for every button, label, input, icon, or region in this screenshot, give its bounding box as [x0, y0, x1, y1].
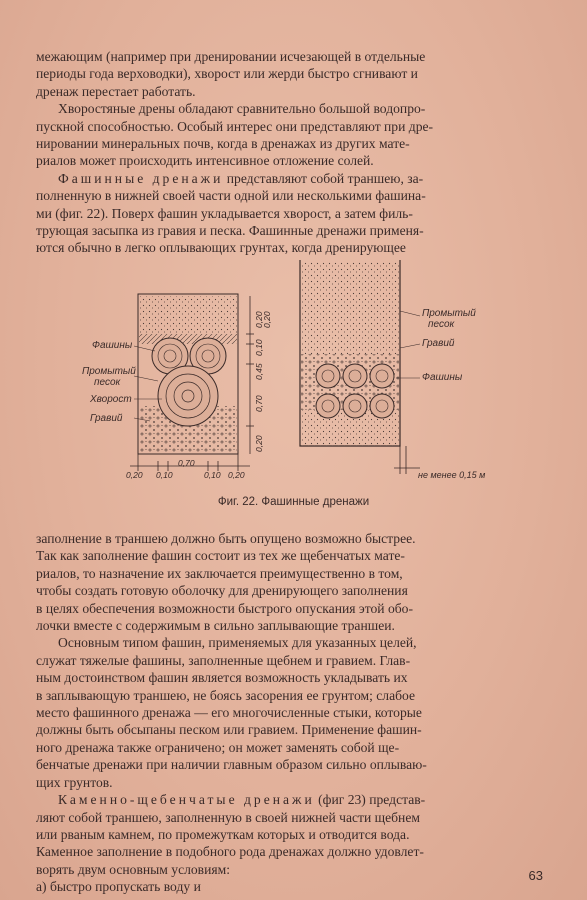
- text-line: риалов, то назначение их заключается преимущественно в том,: [36, 565, 403, 581]
- paragraph-2: [36, 100, 546, 170]
- text-line: или рваным камнем, по промежуткам которых и отводится вода.: [36, 826, 410, 842]
- text-line: щих грунтов.: [36, 774, 113, 790]
- dim-horizontal: 0,70: [178, 458, 195, 468]
- text-line: (фиг 23) представ-: [314, 792, 426, 808]
- dim-vertical: 0,10: [254, 339, 264, 356]
- dim-vertical: 0,20: [254, 435, 264, 452]
- text-line: служат тяжелые фашины, заполненные щебнем и гравием. Глав-: [36, 652, 411, 668]
- text-block-top: [36, 48, 546, 257]
- dim-horizontal: 0,10: [204, 470, 221, 480]
- paragraph-3: [36, 170, 546, 257]
- text-line: заполнение в траншею должно быть опущено возможно быстрее.: [36, 531, 416, 546]
- text-line: пускной способностью. Особый интерес они представляют при дре-: [36, 118, 434, 134]
- figure-caption: Фиг. 22. Фашинные дренажи: [217, 496, 370, 508]
- dim-horizontal: 0,20: [126, 470, 143, 480]
- text-line: ляют собой траншею, заполненную в своей нижней части щебнем: [36, 809, 420, 825]
- text-line: в заплывающую траншею, не боясь засорения ее грунтом; слабое: [36, 687, 416, 703]
- text-line: дренаж перестает работать.: [36, 83, 196, 99]
- label-fashiny-left: Фашины: [92, 340, 133, 351]
- text-line: Основным типом фашин, применяемых для указанных целей,: [58, 635, 417, 651]
- text-line: представляют собой траншею, за-: [223, 170, 424, 186]
- label-khvorost: Хворост: [90, 394, 132, 405]
- text-line: должны быть обсыпаны песком или гравием. Применение фашин-: [36, 722, 422, 738]
- label-graviy-right: Гравий: [422, 338, 455, 349]
- text-line: ми (фиг. 22). Поверх фашин укладывается хворост, а затем филь-: [36, 205, 413, 221]
- text-line: а) быстро пропускать воду и: [36, 879, 201, 895]
- text-line: ным достоинством фашин является возможность укладывать их: [36, 670, 408, 686]
- right-section-drawing: [300, 260, 420, 474]
- text-line: полненную в нижней своей части одной или несколькими фашина-: [36, 188, 426, 204]
- label-fashiny-right: Фашины: [422, 372, 463, 383]
- text-line: ного дренажа также ограничено; он может заменять собой ще-: [36, 739, 400, 755]
- paragraph-6: [36, 791, 546, 895]
- dim-vertical: 0,70: [254, 395, 264, 412]
- text-line: Хворостяные дрены обладают сравнительно большой водопро-: [58, 101, 426, 117]
- text-line: бенчатые дренажи при наличии главным образом сильно оплываю-: [36, 757, 427, 773]
- dim-horizontal: 0,20: [228, 470, 245, 480]
- text-line: Каменное заполнение в подобного рода дренажах должно удовлет-: [36, 844, 424, 860]
- text-line: межающим (например при дренировании исчезающей в отдельные: [36, 49, 426, 64]
- text-line: Так как заполнение фашин состоит из тех же щебенчатых мате-: [36, 548, 405, 564]
- label-promyty-left-2: песок: [94, 377, 121, 388]
- left-section-drawing: [130, 294, 254, 471]
- text-block-bottom: [36, 530, 546, 896]
- dim-vertical: 0,20: [254, 311, 264, 328]
- label-promyty-right-1: Промытый: [422, 308, 476, 319]
- text-line: чтобы создать готовую оболочку для дренирующего заполнения: [36, 583, 408, 599]
- label-min-width: не менее 0,15 м: [418, 470, 486, 480]
- label-promyty-left-1: Промытый: [82, 366, 136, 377]
- text-line: нировании минеральных почв, когда в дренажах из других мате-: [36, 136, 410, 152]
- text-line: место фашинного дренажа — его многочисленные стыки, которые: [36, 705, 422, 721]
- text-line: в целях обеспечения возможности быстрого опускания этой обо-: [36, 600, 414, 616]
- term-kamenno-shchebenchatye: Каменно-щебенчатые дренажи: [58, 792, 315, 808]
- dim-vertical: 0,20: [262, 311, 272, 328]
- text-line: лочки вместе с содержимым в сильно заплывающие траншеи.: [36, 618, 395, 634]
- paragraph-4: [36, 530, 546, 634]
- text-line: ворять двум основным условиям:: [36, 861, 231, 877]
- term-fashinnye-drenazhi: Фашинные дренажи: [58, 170, 224, 186]
- paragraph-5: [36, 634, 546, 791]
- text-line: риалов может происходить интенсивное отложение солей.: [36, 153, 374, 169]
- dim-horizontal: 0,10: [156, 470, 173, 480]
- dim-vertical: 0,45: [254, 363, 264, 380]
- label-promyty-right-2: песок: [428, 319, 455, 330]
- paragraph-1: [36, 48, 546, 100]
- label-graviy-left: Гравий: [90, 413, 123, 424]
- figure-22: [82, 256, 500, 506]
- text-line: периоды года верховодки), хворост или жерди быстро сгнивают и: [36, 66, 418, 82]
- page-number: 63: [528, 868, 543, 883]
- text-line: ются обычно в легко оплывающих грунтах, когда дренирующее: [36, 240, 406, 256]
- text-line: трующая засыпка из гравия и песка. Фашинные дренажи применя-: [36, 223, 424, 239]
